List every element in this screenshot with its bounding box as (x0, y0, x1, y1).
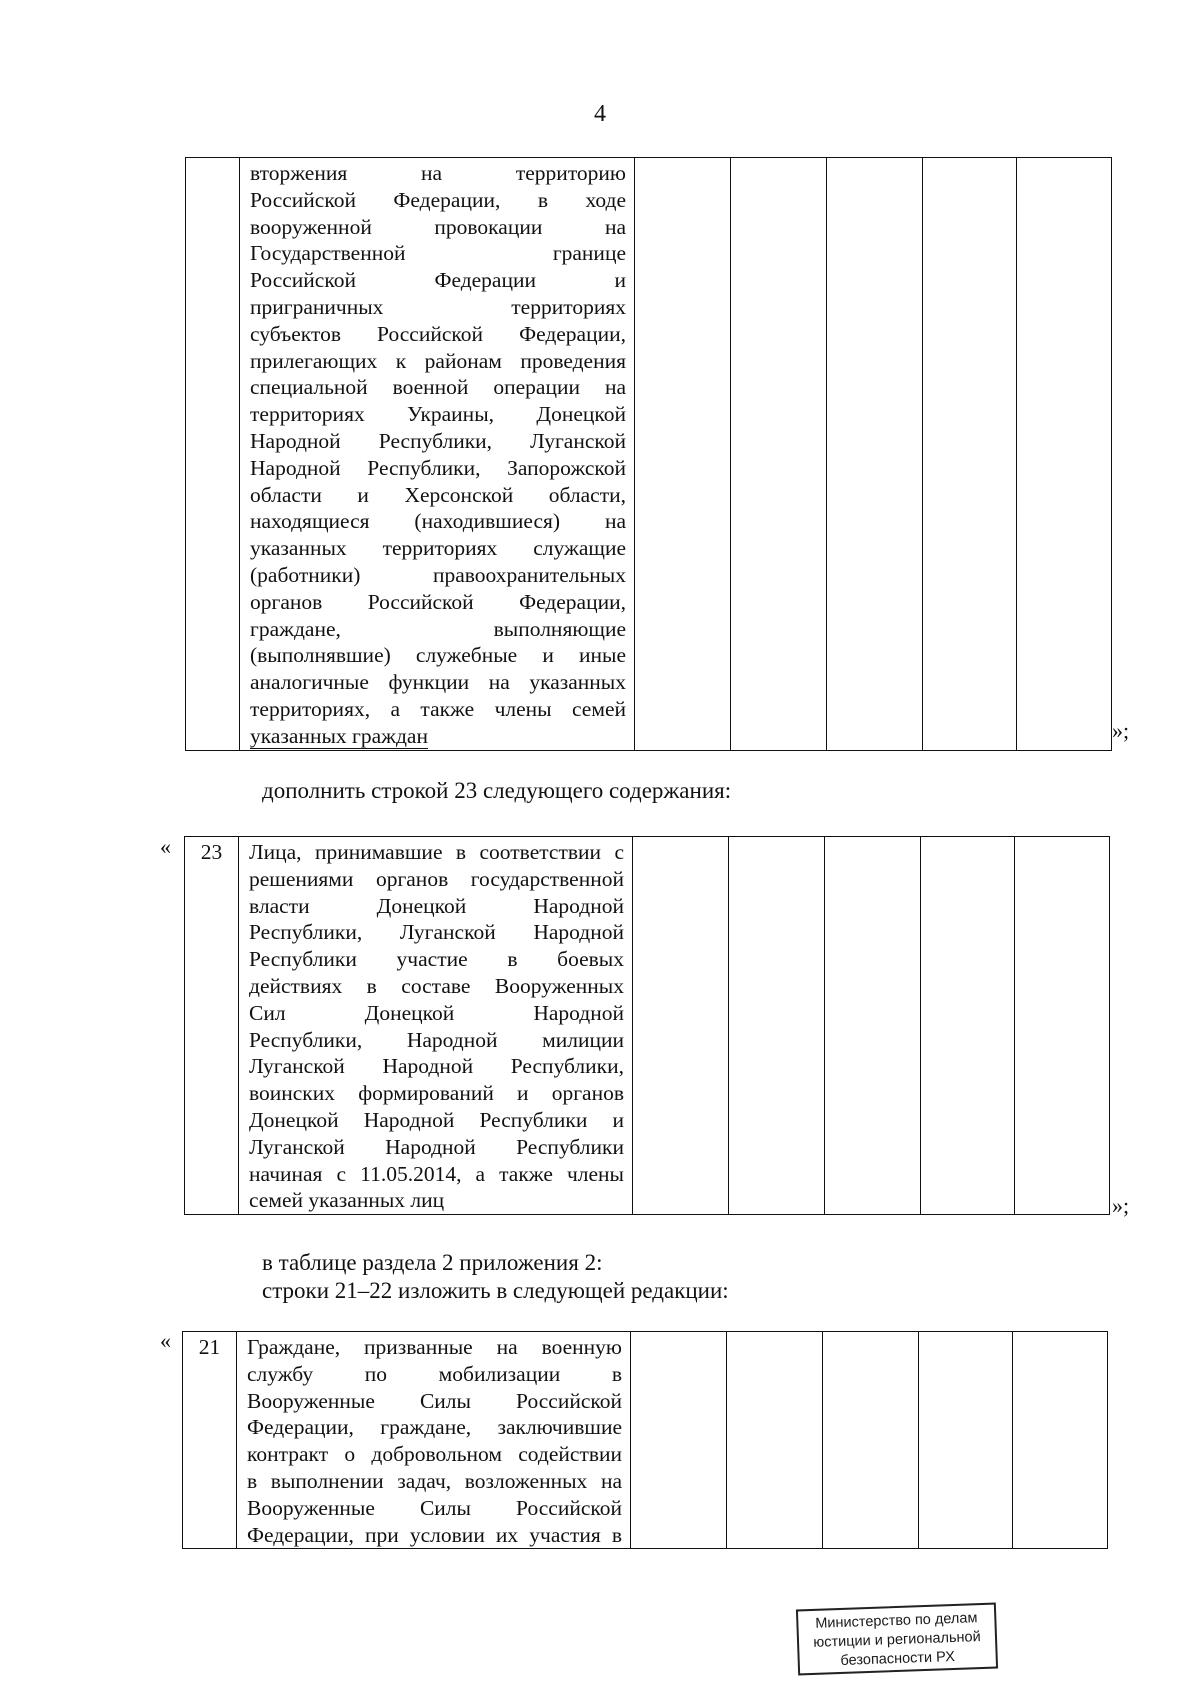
empty-cell (825, 837, 921, 1215)
stamp-line: Министерство по делам (815, 1610, 978, 1632)
amendment-paragraph: строки 21–22 изложить в следующей редакции: (262, 1278, 729, 1303)
description-line: указанных территориях служащие (250, 536, 626, 561)
ministry-stamp (796, 1603, 998, 1676)
table-row-21 (182, 1331, 1108, 1549)
empty-cell (923, 158, 1017, 751)
description-line: субъектов Российской Федерации, (250, 321, 626, 346)
row-description-cell (237, 1332, 631, 1549)
empty-cell (631, 1332, 727, 1549)
description-line: начиная с 11.05.2014, а также члены (249, 1161, 624, 1186)
description-line: Вооруженные Силы Российской (247, 1495, 622, 1520)
description-line: граждане, выполняющие (250, 616, 626, 641)
description-line: (работники) правоохранительных (250, 562, 626, 587)
description-line: Республики, Луганской Народной (249, 920, 624, 945)
empty-cell (823, 1332, 919, 1549)
empty-cell (633, 837, 729, 1215)
description-line (250, 723, 626, 750)
description-line: Луганской Народной Республики (249, 1134, 624, 1159)
row-description-cell (239, 837, 633, 1215)
empty-cell (1017, 158, 1112, 751)
empty-cell (731, 158, 827, 751)
table-row (185, 837, 1110, 1215)
description-line: органов Российской Федерации, (250, 589, 626, 614)
empty-cell (727, 1332, 823, 1549)
description-line: контракт о добровольном содействии (247, 1442, 622, 1467)
empty-cell (1015, 837, 1110, 1215)
description-line: Федерации, граждане, заключившие (247, 1415, 622, 1440)
description-line: Республики участие в боевых (249, 947, 624, 972)
description-line: территориях, а также члены семей (250, 696, 626, 721)
empty-cell (1013, 1332, 1108, 1549)
description-line: Вооруженные Силы Российской (247, 1388, 622, 1413)
description-line: прилегающих к районам проведения (250, 348, 626, 373)
description-line: приграничных территориях (250, 294, 626, 319)
description-line: (выполнявшие) служебные и иные (250, 643, 626, 668)
table-row (186, 158, 1112, 751)
stamp-line: безопасности РХ (840, 1648, 956, 1669)
description-line: Республики, Народной милиции (249, 1027, 624, 1052)
description-line: Сил Донецкой Народной (249, 1000, 624, 1025)
description-line: Луганской Народной Республики, (249, 1054, 624, 1079)
description-line: вторжения на территорию (250, 161, 626, 185)
row-number-cell: 21 (183, 1332, 237, 1549)
empty-cell (919, 1332, 1013, 1549)
description-line: Российской Федерации, в ходе (250, 187, 626, 212)
description-line: области и Херсонской области, (250, 482, 626, 507)
description-line: Государственной границе (250, 241, 626, 266)
row-description-cell (240, 158, 635, 751)
row-number-cell (186, 158, 240, 751)
stamp-line: юстиции и региональной (813, 1629, 981, 1651)
description-line: действиях в составе Вооруженных (249, 973, 624, 998)
description-line: семей указанных лиц (249, 1188, 445, 1213)
amendment-paragraph: дополнить строкой 23 следующего содержания: (262, 778, 732, 803)
description-line: Лица, принимавшие в соответствии с (249, 840, 624, 864)
empty-cell (635, 158, 731, 751)
description-line: находящиеся (находившиеся) на (250, 509, 626, 534)
empty-cell (729, 837, 825, 1215)
row-number-cell: 23 (185, 837, 239, 1215)
close-quote: »; (1112, 718, 1130, 743)
amendment-paragraph: в таблице раздела 2 приложения 2: (262, 1250, 603, 1275)
table-row (183, 1332, 1108, 1549)
description-line: Народной Республики, Запорожской (250, 455, 626, 480)
description-line: власти Донецкой Народной (249, 893, 624, 918)
description-line: воинских формирований и органов (249, 1081, 624, 1106)
description-line: Донецкой Народной Республики и (249, 1107, 624, 1132)
description-line-underlined: указанных граждан (250, 723, 428, 748)
open-quote: « (160, 1328, 171, 1353)
description-line: специальной военной операции на (250, 375, 626, 400)
empty-cell (827, 158, 923, 751)
description-line: Федерации, при условии их участия в (247, 1522, 622, 1547)
page-number: 4 (594, 101, 606, 127)
description-line: аналогичные функции на указанных (250, 670, 626, 695)
table-row-23 (184, 836, 1110, 1215)
description-line: Граждане, призванные на военную (247, 1335, 622, 1359)
empty-cell (921, 837, 1015, 1215)
description-line: Народной Республики, Луганской (250, 428, 626, 453)
description-line: Российской Федерации и (250, 268, 626, 293)
description-line: службу по мобилизации в (247, 1361, 622, 1386)
description-line: территориях Украины, Донецкой (250, 402, 626, 427)
description-line: вооруженной провокации на (250, 214, 626, 239)
table-continuation (185, 157, 1112, 751)
description-line: в выполнении задач, возложенных на (247, 1468, 622, 1493)
open-quote: « (160, 834, 171, 859)
close-quote: »; (1112, 1193, 1130, 1218)
description-line: решениями органов государственной (249, 866, 624, 891)
